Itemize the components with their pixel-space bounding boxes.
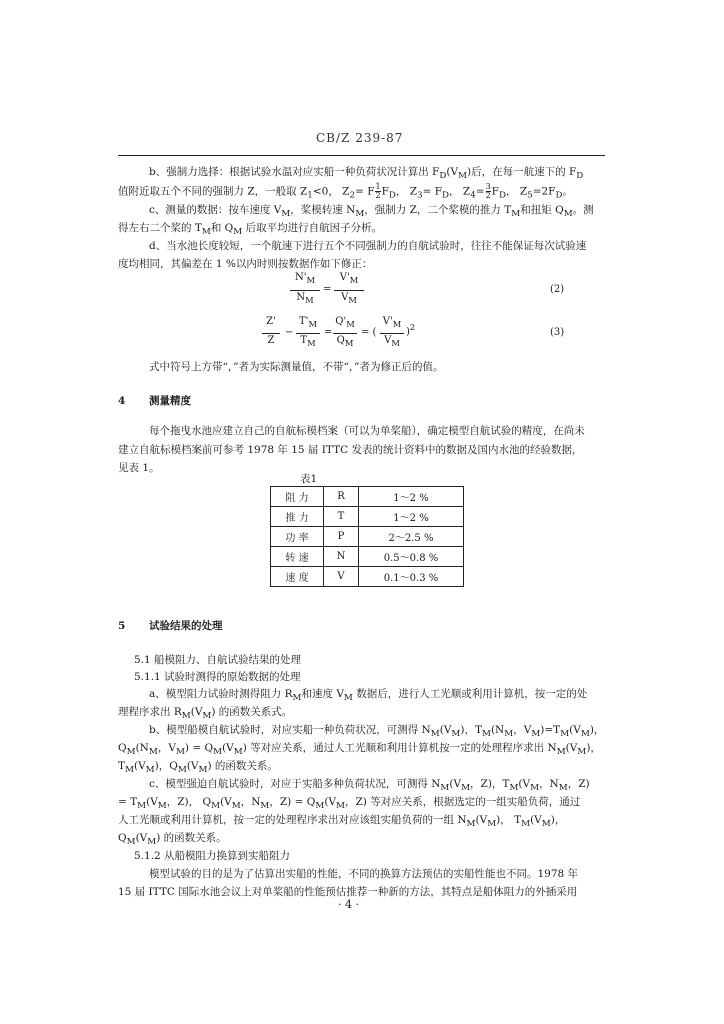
table-row <box>271 547 464 567</box>
eq3-a-numerator: Z' <box>266 316 276 327</box>
para-5-1-1-b-line2: $Q_M(N_M$，$V_M) = Q_M(V_M)$ 等对应关系，通过人工光顺和利用计算机按一定的处理程序求出 $N_M(V_M)$， <box>118 742 601 758</box>
precision-table <box>270 486 464 587</box>
table-cell-symbol: T <box>324 507 359 527</box>
eq3-close-paren: )$^2$ <box>406 322 416 338</box>
para-5-1-1-b-line1: b、模型船模自航试验时，对应实船一种负荷状况，可测得 $N_M(V_M)$，$T_M(N_M$，$V_M)=T_M(V_M)$， <box>149 724 605 740</box>
eq3-equals-1: = <box>324 327 333 338</box>
header-rule <box>118 155 605 156</box>
table-cell-precision: 1～2 % <box>359 487 464 507</box>
table-row <box>271 527 464 547</box>
section-4-title: 测量精度 <box>149 395 191 407</box>
eq2-rhs-line <box>334 290 364 291</box>
eq3-c-numerator: $Q'_M$ <box>335 316 355 329</box>
eq3-equals-2: = ( <box>361 327 377 338</box>
table-cell-quantity: 推 力 <box>271 507 324 527</box>
para-5-1-2-line1: 模型试验的目的是为了估算出实船的性能，不同的换算方法预估的实船性能也不同。1978 年 <box>149 868 579 880</box>
table-row <box>271 567 464 587</box>
table-cell-precision: 0.5～0.8 % <box>359 547 464 567</box>
para-d-line2: 度均相同，其偏差在 1 %以内时则按数据作如下修正： <box>118 258 373 270</box>
table-cell-quantity: 转 速 <box>271 547 324 567</box>
eq2-rhs-numerator: $V'_M$ <box>339 272 359 285</box>
table-cell-quantity: 功 率 <box>271 527 324 547</box>
table-cell-quantity: 速 度 <box>271 567 324 587</box>
para-5-1-1-a-line1: a、模型阻力试验时测得阻力 $R_M$和速度 $V_M$ 数据后，进行人工光顺或利用计算机，按一定的处 <box>149 688 588 704</box>
eq2-lhs-numerator: $N'_M$ <box>294 272 316 285</box>
eq3-minus: − <box>285 327 294 338</box>
eq3-b-numerator: $T'_M$ <box>299 316 317 329</box>
para-5-1-1-a-line2: 理程序求出 $R_M(V_M)$ 的函数关系式。 <box>118 706 293 722</box>
para-c-line1: c、测量的数据：按车速度 $V_M$，桨模转速 $N_M$，强制力 Z，二个桨模的推力 $T_M$和扭矩 $Q_M$。测 <box>149 204 594 220</box>
section-4-para-line2: 建立自航标模档案前可参考 1978 年 15 届 ITTC 发表的统计资料中的数据及国内水池的经验数据， <box>118 444 583 456</box>
eq3-a-denominator: Z <box>267 335 275 346</box>
para-b-line1: b、强制力选择：根据试验水温对应实船一种负荷状况计算出 $F_D(V_M)$后，在每一航速下的 $F_D$ <box>149 166 584 182</box>
table-cell-precision: 1～2 % <box>359 507 464 527</box>
eq3-b-denominator: $T_M$ <box>300 335 316 348</box>
para-b-line2: 值附近取五个不同的强制力 Z，一般取 $Z_1<0$， $Z_2= F$ $\frac{1}{2}$ $F_D$， $Z_3= F_D$， $Z_4=$ $\frac{3}{2}$ $F_D$， $Z_5=2F_D$。 <box>118 182 573 201</box>
eq2-rhs-denominator: $V_M$ <box>341 292 357 305</box>
eq2-lhs-denominator: $N_M$ <box>296 292 314 305</box>
subsection-5-1-1: 5.1.1 试验时测得的原始数据的处理 <box>134 671 301 683</box>
eq2-lhs-line <box>290 290 320 291</box>
eq3-d-numerator: $V'_M$ <box>382 316 402 329</box>
eq2-number: (2) <box>550 284 565 295</box>
para-d-line1: d、当水池长度较短，一个航速下进行五个不同强制力的自航试验时，往往不能保证每次试验速 <box>149 240 587 252</box>
para-5-1-1-c-line4: $Q_M(V_M)$ 的函数关系。 <box>118 832 227 848</box>
table-caption: 表1 <box>300 473 318 485</box>
eq3-a-line <box>262 333 280 334</box>
para-c-line2: 得左右二个桨的 $T_M$和 $Q_M$ 后取平均进行自航因子分析。 <box>118 222 383 238</box>
section-4-number: 4 <box>118 395 126 407</box>
subsection-5-1-2: 5.1.2 从船模阻力换算到实船阻力 <box>134 850 291 862</box>
para-5-1-1-c-line3: 人工光顺或利用计算机，按一定的处理程序求出对应该组实船负荷的一组 $N_M(V_M)$， $T_M(V_M)$， <box>118 814 566 830</box>
table-cell-symbol: R <box>324 487 359 507</box>
section-4-para-line3: 见表 1。 <box>118 462 160 474</box>
section-5-number: 5 <box>118 620 126 632</box>
table-cell-quantity: 阻 力 <box>271 487 324 507</box>
symbol-note: 式中符号上方带“，”者为实际测量值，不带“，”者为修正后的值。 <box>149 361 444 373</box>
table-cell-symbol: P <box>324 527 359 547</box>
para-5-1-2-line2: 15 届 ITTC 国际水池会议上对单桨船的性能预估推荐一种新的方法，其特点是船体阻力的外插采用 <box>118 886 578 898</box>
eq3-b-line <box>296 333 320 334</box>
table-row <box>271 487 464 507</box>
eq3-number: (3) <box>550 327 565 338</box>
table-cell-symbol: V <box>324 567 359 587</box>
eq3-c-denominator: $Q_M$ <box>336 335 354 348</box>
section-5-title: 试验结果的处理 <box>149 620 223 632</box>
table-cell-precision: 0.1～0.3 % <box>359 567 464 587</box>
para-5-1-1-c-line2: = $T_M(V_M$，Z)， $Q_M(V_M$，$N_M$，$Z) = Q_M(V_M$，Z) 等对应关系，根据选定的一组实船负荷，通过 <box>118 796 581 812</box>
eq3-d-denominator: $V_M$ <box>384 335 400 348</box>
table-row <box>271 507 464 527</box>
para-5-1-1-b-line3: $T_M(V_M)$，$Q_M(V_M)$ 的函数关系。 <box>118 760 278 776</box>
eq3-c-line <box>333 333 357 334</box>
table-cell-symbol: N <box>324 547 359 567</box>
page-number: · 4 · <box>338 898 359 911</box>
para-5-1-1-c-line1: c、模型强迫自航试验时，对应于实船多种负荷状况，可测得 $N_M(V_M$，Z)，$T_M(V_M$，$N_M$，Z) <box>149 778 590 794</box>
standard-code-header: CB/Z 239-87 <box>316 131 404 145</box>
section-4-para-line1: 每个拖曳水池应建立自己的自航标模档案（可以为单桨船），确定模型自航试验的精度，在尚未 <box>149 425 585 437</box>
eq3-d-line <box>380 333 404 334</box>
table-cell-precision: 2～2.5 % <box>359 527 464 547</box>
eq2-equals: = <box>323 284 332 295</box>
subsection-5-1: 5.1 船模阻力、自航试验结果的处理 <box>134 654 302 666</box>
